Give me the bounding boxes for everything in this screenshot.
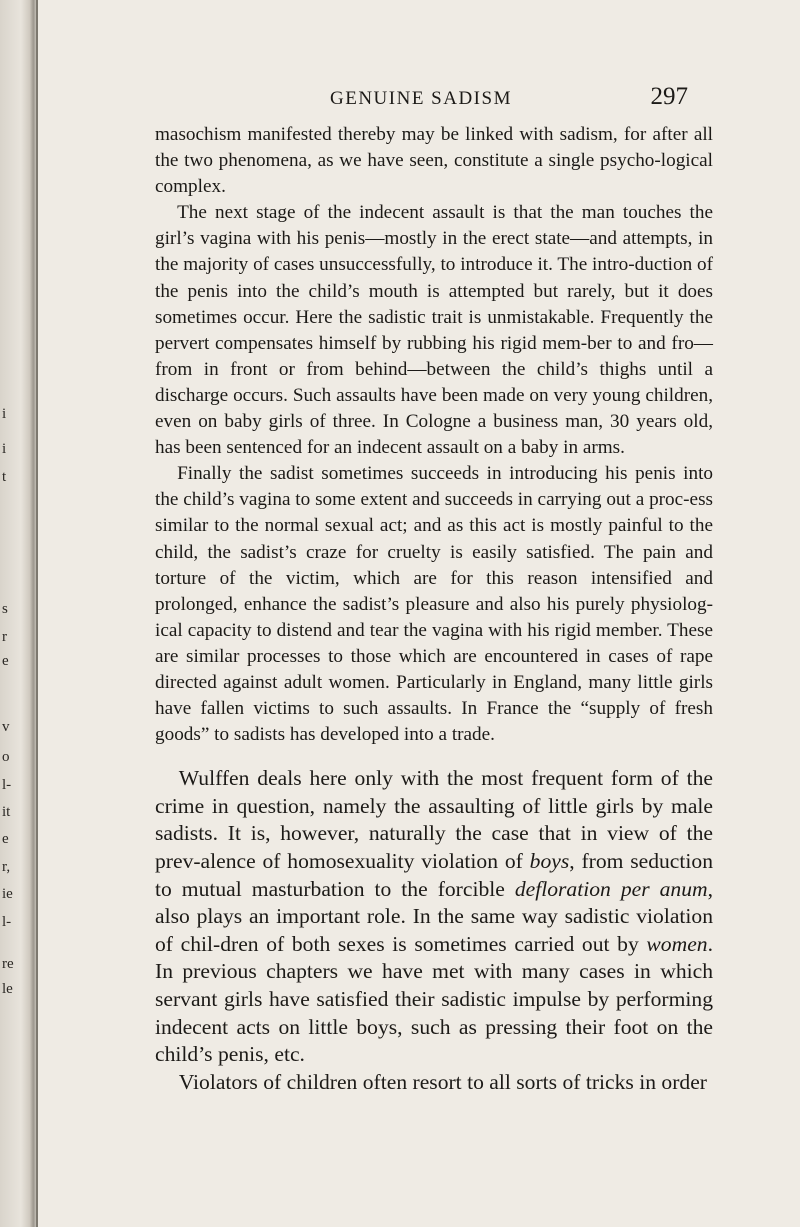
- margin-fragment: v: [2, 719, 10, 735]
- margin-fragment: ie: [2, 886, 13, 902]
- margin-fragment: i: [2, 441, 7, 457]
- margin-fragment: re: [2, 956, 14, 972]
- emphasis-text: boys: [529, 849, 570, 874]
- paragraph: The next stage of the indecent assault is that the man touches the girl’s vagina with his penis—mostly in the erect state—and attempts, in the majority of cases unsuccessfully, to introduce it. The intro-duction of the penis into the child’s mouth is attempted but rarely, but it does sometimes occur. Here the sadistic trait is unmistakable. Frequently the pervert compensates himself by rubbing his rigid mem-ber to and fro—from in front or from behind—between the child’s thighs until a discharge occurs. Such assaults have been made on very young children, even on baby girls of three. In Cologne a business man, 30 years old, has been sentenced for an indecent assault on a baby in arms.: [155, 202, 713, 459]
- margin-fragment: s: [2, 601, 8, 617]
- paragraph: [155, 765, 713, 1069]
- paragraph-text: . In previous chapters we have met with many cases in which servant girls have satisfied their sadistic impulse by performing indecent acts on little boys, such as pressing their foot on the child’s penis, etc.: [155, 931, 713, 1067]
- margin-fragment: l-: [2, 914, 12, 930]
- paragraph: Violators of children often resort to all sorts of tricks in order: [178, 1069, 707, 1094]
- paragraph-text: , from seduction to mutual masturbation to the forcible: [155, 849, 713, 901]
- margin-fragment: e: [2, 653, 9, 669]
- margin-fragment: r: [2, 629, 7, 645]
- running-head-title: GENUINE SADISM: [330, 88, 512, 109]
- margin-fragment: it: [2, 804, 11, 820]
- page-number: 297: [650, 83, 688, 110]
- emphasis-text: women: [646, 931, 708, 956]
- margin-fragment: i: [2, 406, 7, 422]
- quoted-text-block: [155, 122, 713, 748]
- book-page: [38, 0, 800, 1227]
- paragraph: masochism manifested thereby may be linked with sadism, for after all the two phenomena, as we have seen, constitute a single psycho-logical complex.: [155, 124, 713, 198]
- margin-fragment: l-: [2, 777, 12, 793]
- margin-fragment: le: [2, 981, 13, 997]
- margin-fragment: r,: [2, 859, 11, 875]
- paragraph-text: Wulffen deals here only with the most frequent form of the crime in question, namely the assaulting of little girls by male sadists. It is, however, naturally the case that in view of the prev-alence of homosexuality violation of: [155, 766, 713, 874]
- running-head: [330, 83, 730, 110]
- emphasis-text: defloration per anum: [514, 876, 708, 901]
- page-body: [155, 122, 713, 1096]
- margin-fragment: o: [2, 749, 10, 765]
- margin-fragment: e: [2, 831, 9, 847]
- commentary-text-block: [155, 765, 713, 1096]
- margin-fragment: t: [2, 469, 7, 485]
- paragraph: Finally the sadist sometimes succeeds in introducing his penis into the child’s vagina to some extent and succeeds in carrying out a proc-ess similar to the normal sexual act; and as this act is mostly painful to the child, the sadist’s craze for cruelty is easily satisfied. The pain and torture of the victim, which are for this reason intensified and prolonged, enhance the sadist’s pleasure and also his purely physiolog-ical capacity to distend and tear the vagina with his rigid member. These are similar processes to those which are encountered in cases of rape directed against adult women. Particularly in England, many little girls have fallen victims to such assaults. In France the “supply of fresh goods” to sadists has developed into a trade.: [155, 463, 713, 746]
- paragraph-text: , also plays an important role. In the same way sadistic violation of chil-dren of both sexes is sometimes carried out by: [155, 876, 713, 956]
